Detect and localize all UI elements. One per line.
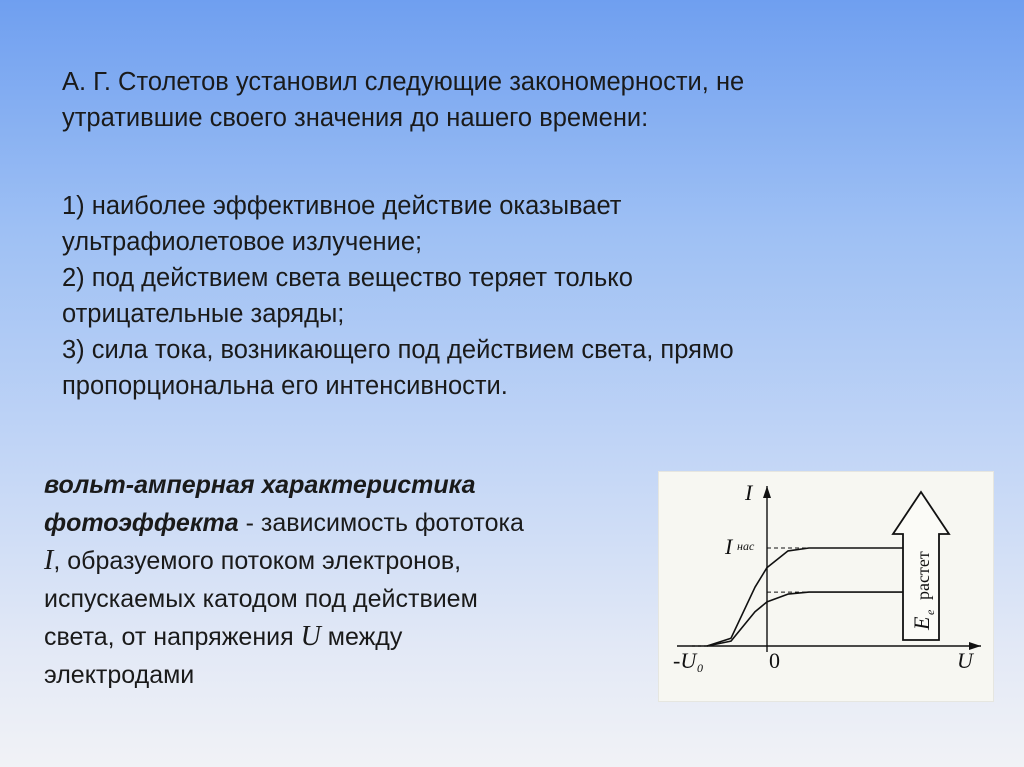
arrow-label-group <box>909 551 937 631</box>
saturation-current-label: I <box>725 534 733 559</box>
arrow-label-text: растет <box>913 551 933 600</box>
x-tick-zero: 0 <box>769 648 780 673</box>
list-item-1-line: 1) наиболее эффективное действие оказывает <box>62 192 622 220</box>
intro-line: утратившие своего значения до нашего времени: <box>62 104 649 132</box>
x-tick-stopping-voltage: -U <box>673 648 697 673</box>
symbol-voltage: U <box>300 621 321 652</box>
list-item-2-line: 2) под действием света вещество теряет только <box>62 264 633 292</box>
list-item-2-line: отрицательные заряды; <box>62 300 345 328</box>
paragraph-gap <box>62 136 962 188</box>
x-axis-label: U <box>957 648 973 673</box>
definition-part: света, от напряжения <box>44 623 301 651</box>
intro-line: А. Г. Столетов установил следующие закономерности, не <box>62 68 745 96</box>
definition-part: испускаемых катодом под действием <box>44 585 478 613</box>
arrow-label-subscript: e <box>923 609 937 615</box>
y-axis-label: I <box>745 480 753 505</box>
definition-term: фотоэффекта <box>44 509 239 537</box>
curve-series-1 <box>707 548 903 646</box>
symbol-current: I <box>44 545 54 576</box>
iv-chart <box>659 472 993 701</box>
definition-part: - зависимость фототока <box>238 509 524 537</box>
definition-part: , образуемого потоком электронов, <box>53 547 462 575</box>
definition-term: вольт-амперная характеристика <box>44 471 476 499</box>
definition-part: между <box>320 623 403 651</box>
definition-part: электродами <box>44 661 195 689</box>
definition-text <box>44 466 644 694</box>
saturation-current-subscript: нас <box>737 539 755 553</box>
iv-characteristic-figure <box>658 471 994 702</box>
arrow-label-e: E <box>909 616 934 630</box>
list-item-3-line: 3) сила тока, возникающего под действием света, прямо <box>62 336 734 364</box>
x-tick-subscript: 0 <box>697 661 703 675</box>
curve-series-2 <box>707 592 903 646</box>
list-item-1-line: ультрафиолетовое излучение; <box>62 228 423 256</box>
intro-text <box>62 64 962 404</box>
y-axis-arrowhead <box>763 486 771 498</box>
list-item-3-line: пропорциональна его интенсивности. <box>62 372 508 400</box>
